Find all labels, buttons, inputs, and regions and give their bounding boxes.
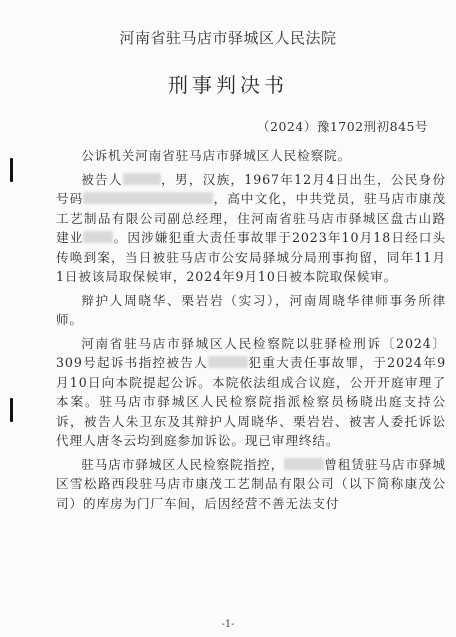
redacted-id-number bbox=[83, 192, 213, 204]
procedure-text: 犯重大责任事故罪，于2024年9月10日向本院提起公诉。本院依法组成合议庭，公开开庭审理了本案。驻马店市驿城区人民检察院指派检察员杨晓出庭支持公诉，被告人朱卫东及其辩护人周晓华、栗岩岩、被害人委托诉讼代理人唐冬云均到庭参加诉讼。现已审理终结。 bbox=[56, 355, 446, 448]
allegation-text: 曾租赁驻马店市驿城区雪松路西段驻马店市康茂工艺制品有限公司（以下简称康茂公司）的库房为门厂车间，后因经营不善无法支付 bbox=[56, 456, 447, 511]
paragraph-prosecutor: 公诉机关河南省驻马店市驿城区人民检察院。 bbox=[81, 148, 352, 163]
court-name: 河南省驻马店市驿城区人民法院 bbox=[119, 29, 337, 47]
judgment-body bbox=[56, 146, 446, 517]
allegation-text: 驻马店市驿城区人民检察院指控， bbox=[81, 456, 285, 472]
redacted-address bbox=[83, 231, 113, 243]
procedure-text: 河南省驻马店市驿城区人民检察院以驻驿检刑诉〔2024〕309号起诉书指控被告人 bbox=[56, 335, 446, 370]
case-number: （2024）豫1702刑初845号 bbox=[257, 119, 428, 134]
defendant-text: ，男，汉族，1967年12月4日出生，公民身份号码 bbox=[56, 171, 446, 206]
paragraph-allegation bbox=[56, 455, 446, 514]
page-number: -1- bbox=[221, 619, 235, 630]
paragraph-defendant bbox=[56, 170, 446, 287]
redacted-name bbox=[284, 458, 324, 470]
margin-mark bbox=[10, 158, 13, 182]
paragraph-procedure bbox=[56, 334, 446, 451]
defendant-text: 被告人 bbox=[81, 171, 123, 187]
document-title: 刑事判决书 bbox=[168, 73, 288, 97]
margin-mark bbox=[10, 398, 13, 422]
redacted-name bbox=[208, 356, 248, 368]
defendant-text: 。因涉嫌犯重大责任事故罪于2023年10月18日经口头传唤到案，当日被驻马店市公安局驿城分局刑事拘留，同年11月1日被该局取保候审，2024年9月10日被本院取保候审。 bbox=[56, 230, 446, 284]
redacted-name bbox=[123, 173, 161, 185]
defendant-text: ，高中文化，中共党员，驻马店市康茂工艺制品有限公司副总经理，住河南省驻马店市驿城区盘古山路建业 bbox=[56, 191, 446, 245]
paragraph-defense-counsel: 辩护人周晓华、栗岩岩（实习），河南周晓华律师事务所律师。 bbox=[56, 292, 446, 327]
